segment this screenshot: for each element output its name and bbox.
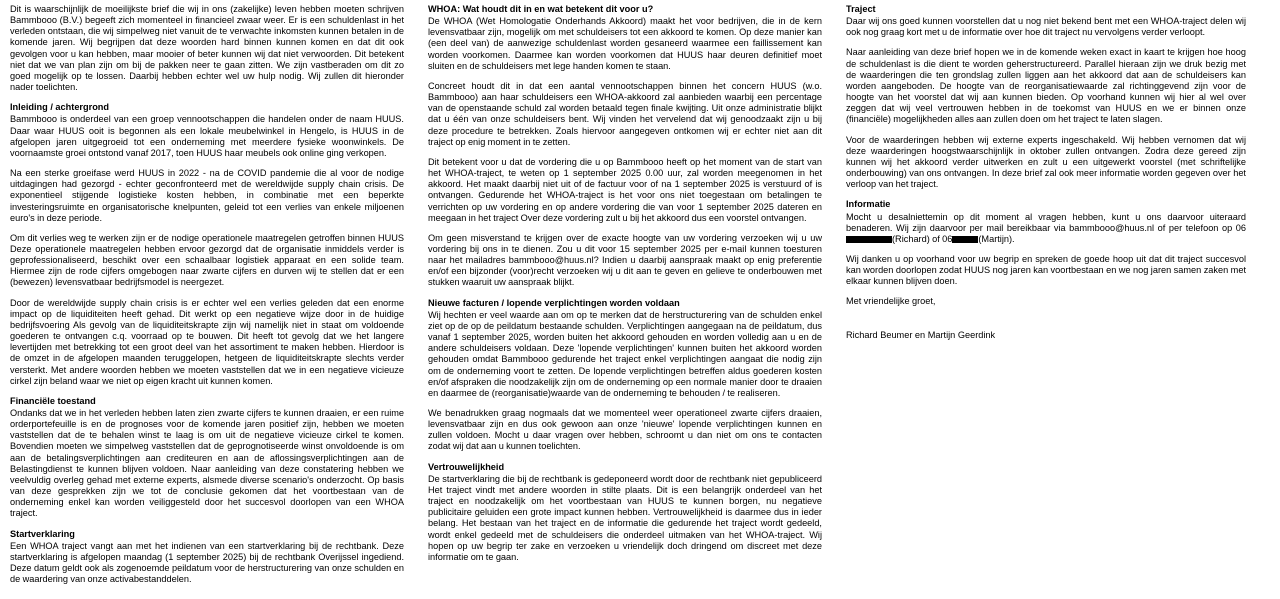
document-column-2 xyxy=(428,4,822,563)
redacted-phone-1 xyxy=(846,236,892,243)
intro-paragraph: Dit is waarschijnlijk de moeilijkste brief die wij in ons (zakelijke) leven hebben moeten schrijven Bammbooo (B.V.) begeeft zich momenteel in financieel zwaar weer. Er is een schuldenlast in het verleden ontstaan, die wij simpelweg niet vanuit de te verwachte inkomsten kunnen betalen in de komende jaren. Wij begrijpen dat deze woorden hard binnen kunnen komen en dat dit ook gevolgen voor u kan hebben, maar mooier of beter kunnen wij dat niet verwoorden. Dit betekent niet dat we van plan zijn om bij de pakken neer te gaan zitten. We zijn vastberaden om dit zo goed mogelijk op te lossen. Daarbij hebben echter wel uw hulp nodig. Wij zullen dit hieronder nader toelichten. xyxy=(10,4,404,93)
section-heading-inleiding: Inleiding / achtergrond xyxy=(10,102,110,113)
closing-salutation: Met vriendelijke groet, xyxy=(846,296,936,307)
paragraph: Na een sterke groeifase werd HUUS in 2022 - na de COVID pandemie die al voor de nodige uitdagingen had gezorgd - echter geconfronteerd met de wereldwijde supply chain crisis. De exponentieel stijgende logistieke kosten hebben, in combinatie met een beperkte investeringsruimte en organisatorische knelpunten, geleid tot een verlies van enkele miljoenen euro's in deze periode. xyxy=(10,168,404,223)
paragraph: De startverklaring die bij de rechtbank is gedeponeerd wordt door de rechtbank niet gepubliceerd Het traject vindt met andere woorden in stilte plaats. Dit is een belangrijk onderdeel van het traject en noodzakelijk om het voortbestaan van HUUS te kunnen borgen, nu negatieve publicitaire geluiden een grote impact kunnen hebben. Vertrouwelijkheid is daarmee dus in ieder belang. Het bestaan van het traject en de informatie die gedurende het traject wordt gedeeld, wordt enkel gedeeld met de schuldeisers die onderdeel uitmaken van het WHOA-traject. Wij hopen op uw begrip ter zake en verzoeken u vriendelijk doch dringend om discreet met deze informatie om te gaan. xyxy=(428,473,822,562)
paragraph: Concreet houdt dit in dat een aantal vennootschappen binnen het concern HUUS (w.o. Bammbooo) aan haar schuldeisers een WHOA-akkoord zal aanbieden waarbij een percentage van de openstaande schuld zal worden betaald tegen finale kwijting. Uit onze administratie blijkt dat u één van onze schuldeisers bent. Wij vinden het vervelend dat wij genoodzaakt zijn u bij deze procedure te betrekken. Zoals hiervoor aangegeven ontkomen wij er echter niet aan dit traject op enig moment in te zetten. xyxy=(428,80,822,147)
paragraph: Wij danken u op voorhand voor uw begrip en spreken de goede hoop uit dat dit traject succesvol kan worden doorlopen zodat HUUS nog jaren kan voortbestaan en we nog jaren samen zaken met elkaar kunnen blijven doen. xyxy=(846,253,1246,287)
contact-text-1: Mocht u desalniettemin op dit moment al vragen hebben, kunt u ons daarvoor uiteraard benaderen. Wij zijn daarvoor per mail bereikbaar via bammbooo@huus.nl of per telefoon op 06 xyxy=(846,211,1246,233)
paragraph: Om geen misverstand te krijgen over de exacte hoogte van uw vordering verzoeken wij u uw vordering bij ons in te dienen. Zou u dit voor 15 september 2025 per e-mail kunnen toesturen naar het mailadres bammbooo@huus.nl? Indien u daarbij aanspraak maakt op enig preferentie en/of een bijzonder (voor)recht verzoeken wij u dit aan te geven en gelieve te onderbouwen met stukken waaruit uw aanspraak blijkt. xyxy=(428,232,822,288)
contact-text-3: (Martijn). xyxy=(978,233,1015,244)
section-heading-startverklaring: Startverklaring xyxy=(10,528,75,539)
paragraph: Een WHOA traject vangt aan met het indienen van een startverklaring bij de rechtbank. Deze startverklaring is afgelopen maandag (1 september 2025) bij de rechtbank Overijssel ingediend. Deze datum geldt ook als zogenoemde peildatum voor de herstructurering van onze schulden en de waardering van onze activabestanddelen. xyxy=(10,540,404,585)
paragraph: Ondanks dat we in het verleden hebben laten zien zwarte cijfers te kunnen draaien, er een ruime orderportefeuille is en de prognoses voor de komende jaren positief zijn, hebben we moeten vaststellen dat de te behalen winst te laag is om uit de negatieve vicieuze cirkel te komen. Bovendien moeten we simpelweg vaststellen dat de geprognotiseerde winst onvoldoende is om aan de betalingsverplichtingen aan crediteuren en aan de aflossingsverplichtingen aan de Belastingdienst te kunnen blijven voldoen. Naar aanleiding van deze constatering hebben we veelvuldig overleg gehad met externe experts, alsmede diverse scenario's onderzocht. Op basis van deze gesprekken zijn we tot de conclusie gekomen dat het voortbestaan van de onderneming enkel kan worden veiliggesteld door het succesvol doorlopen van een WHOA traject. xyxy=(10,408,404,519)
section-heading-traject: Traject xyxy=(846,4,876,14)
paragraph: Wij hechten er veel waarde aan om op te merken dat de herstructurering van de schulden enkel ziet op de op de peildatum bestaande schulden. Verplichtingen aangegaan na de peildatum, dus vanaf 1 september 2025, worden buiten het akkoord gehouden en worden volledig aan u en de andere schuldeisers voldaan. Deze 'lopende verplichtingen' kunnen buiten het akkoord worden gehouden omdat Bammbooo gedurende het traject enkel verplichtingen aangaat die nodig zijn om de onderneming voort te zetten. De lopende verplichtingen betreffen aldus goederen kosten en/of afspraken die noodzakelijk zijn om de onderneming op een normale manier door te draaien en daarmee de (reorganisatie)waarde van de onderneming te behouden / te realiseren. xyxy=(428,309,822,398)
signature-names: Richard Beumer en Martijn Geerdink xyxy=(846,329,996,340)
paragraph: We benadrukken graag nogmaals dat we momenteel weer operationeel zwarte cijfers draaien, levensvatbaar zijn en dus ook gewoon aan onze 'nieuwe' lopende verplichtingen kunnen en zullen voldoen. Mocht u daar vragen over hebben, schroomt u dan niet om ons te contacten zodat wij dat aan u kunnen toelichten. xyxy=(428,408,822,452)
paragraph: Naar aanleiding van deze brief hopen we in de komende weken exact in kaart te krijgen hoe hoog de schuldenlast is die dient te worden geherstructureerd. Parallel hieraan zijn we druk bezig met de waarderingen die ten grondslag zullen liggen aan het akkoord dat aan de schuldeisers kan worden aangeboden. De hoogte van de reorganisatiewaarde zal richtinggevend zijn voor de hoogte van het voorstel dat wij aan kunnen bieden. Op voorhand kunnen wij hier al wel over zeggen dat wij veel vertrouwen hebben in de toekomst van HUUS en we er binnen onze (financiële) mogelijkheden alles aan zullen doen om het traject te laten slagen. xyxy=(846,47,1246,125)
section-heading-financiele-toestand: Financiële toestand xyxy=(10,395,96,406)
section-heading-whoa: WHOA: Wat houdt dit in en wat betekent dit voor u? xyxy=(428,4,654,14)
paragraph: Dit betekent voor u dat de vordering die u op Bammbooo heeft op het moment van de start van het WHOA-traject, te weten op 1 september 2025 0.00 uur, zal worden meegenomen in het akkoord. Het maakt daarbij niet uit of de factuur voor of na 1 september 2025 is verstuurd of is ontvangen. Gedurende het WHOA-traject is het voor ons niet toegestaan om betalingen te verrichten op uw vordering en op andere vordering die van voor 1 september 2025 dateren en meegaan in het traject Over deze vordering zult u bij het akkoord dus een voorstel ontvangen. xyxy=(428,156,822,223)
paragraph: Bammbooo is onderdeel van een groep vennootschappen die handelen onder de naam HUUS. Daar waar HUUS ooit is begonnen als een lokale meubelwinkel in Hengelo, is HUUS in de afgelopen jaren uitgegroeid tot een onderneming met meerdere fysieke woonwinkels. De voornaamste groei ontstond vanaf 2017, toen HUUS haar meubels ook online ging verkopen. xyxy=(10,114,404,158)
paragraph: Door de wereldwijde supply chain crisis is er echter wel een verlies geleden dat een enorme impact op de liquiditeiten heeft gehad. Dit werkt op een negatieve wijze door in de huidige bedrijfsvoering Als gevolg van de liquiditeitskrapte zijn wij namelijk niet in staat om voldoende goederen te ontvangen c.q. voorraad op te bouwen. Dit heeft tot gevolg dat we het langere levertijden met betrekking tot een groot deel van het assortiment te maken hebben. Hierdoor is de omzet in de afgelopen maanden teruggelopen, hetgeen de liquiditeitskrapte slechts verder versterkt. Met andere woorden hebben we moeten vaststellen dat we in een negatieve vicieuze cirkel zijn beland waar we niet op eigen kracht uit kunnen komen. xyxy=(10,297,404,386)
section-heading-vertrouwelijkheid: Vertrouwelijkheid xyxy=(428,461,505,472)
redacted-phone-2 xyxy=(952,236,978,243)
paragraph: De WHOA (Wet Homologatie Onderhands Akkoord) maakt het voor bedrijven, die in de kern levensvatbaar zijn, mogelijk om met schuldeisers tot een akkoord te komen. Op deze manier kan (een deel van) de aanwezige schuldenlast worden gesaneerd waarmee een faillissement kan worden voorkomen. Daarmee kan worden voorkomen dat HUUS haar deuren definitief moet sluiten en de schuldeisers met lege handen komen te staan. xyxy=(428,16,822,71)
document-column-3 xyxy=(846,4,1246,341)
section-heading-nieuwe-facturen: Nieuwe facturen / lopende verplichtingen worden voldaan xyxy=(428,297,680,308)
document-column-1 xyxy=(10,4,404,585)
paragraph: Voor de waarderingen hebben wij externe experts ingeschakeld. Wij hebben vernomen dat wij deze waarderingen hoogstwaarschijnlijk in oktober zullen ontvangen. Zodra deze gereed zijn kunnen wij het akkoord verder uitwerken en zult u een uitgewerkt voorstel (met schriftelijke onderbouwing) van ons ontvangen. In deze brief zal ook meer informatie worden gegeven over het verloop van het traject. xyxy=(846,134,1246,190)
contact-text-2: (Richard) of 06 xyxy=(892,233,953,244)
paragraph: Om dit verlies weg te werken zijn er de nodige operationele maatregelen getroffen binnen HUUS Deze operationele maatregelen hebben ervoor gezorgd dat de organisatie inmiddels verder is geprofessionaliseerd, beschikt over een schaalbaar logistiek apparaat en een solide team. Hiermee zijn de rode cijfers omgebogen naar zwarte cijfers en durven wij te stellen dat er een (bewezen) levensvatbaar bedrijfsmodel is neergezet. xyxy=(10,232,404,288)
contact-paragraph xyxy=(846,212,1246,245)
document-columns xyxy=(10,4,1270,585)
paragraph: Daar wij ons goed kunnen voorstellen dat u nog niet bekend bent met een WHOA-traject delen wij ook nog graag kort met u de informatie over hoe dit traject nu vervolgens verder verloopt. xyxy=(846,16,1246,38)
section-heading-informatie: Informatie xyxy=(846,199,891,210)
